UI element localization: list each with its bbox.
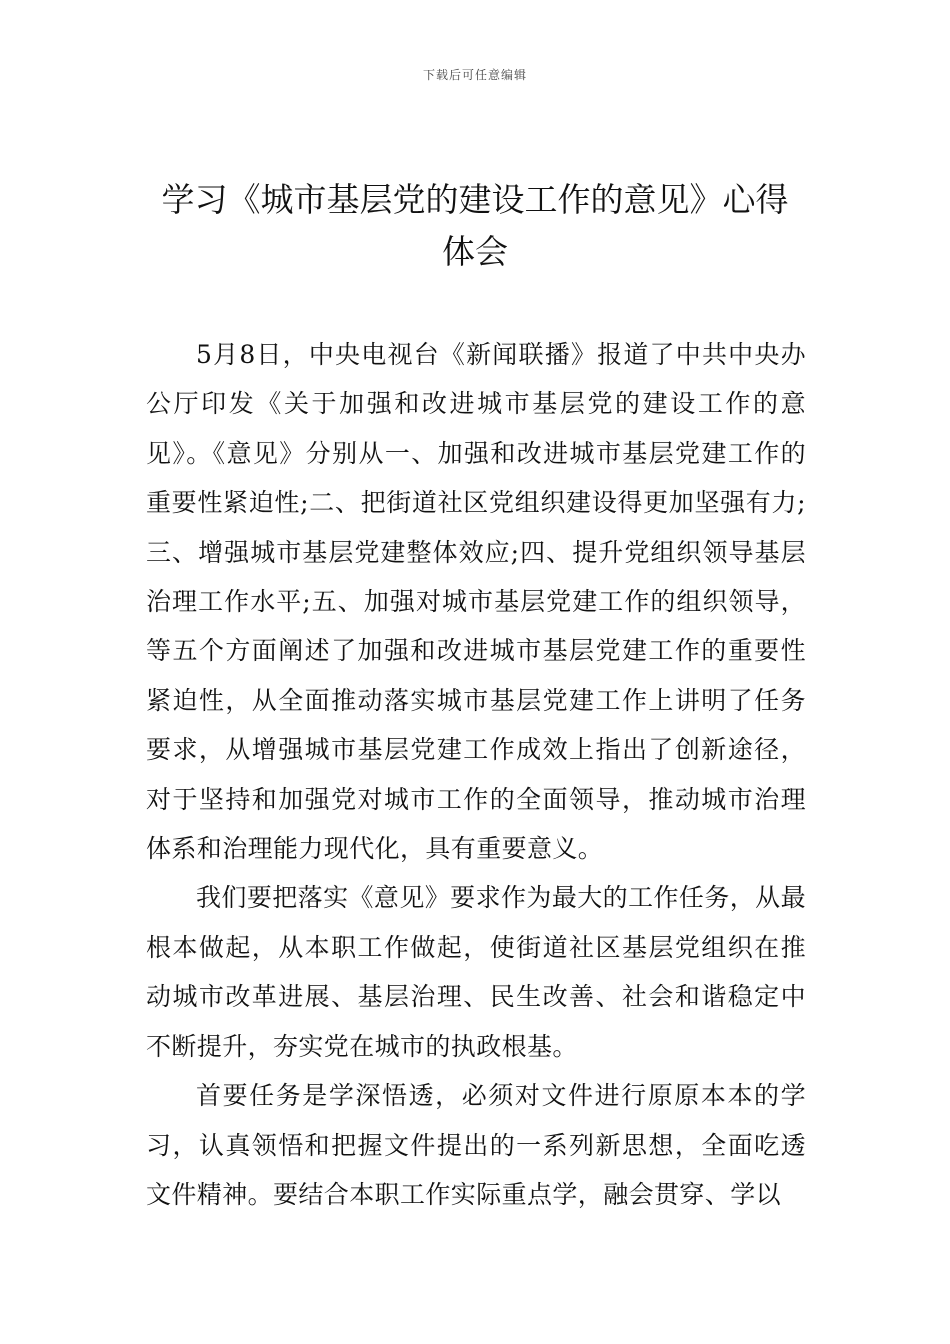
paragraph-2: 我们要把落实《意见》要求作为最大的工作任务，从最根本做起，从本职工作做起，使街道社区基层党组织在推动城市改革进展、基层治理、民生改善、社会和谐稳定中不断提升，夯实党在城市的执政根基。: [146, 883, 806, 1061]
document-title: 学习《城市基层党的建设工作的意见》心得体会: [161, 180, 789, 271]
document-body: [146, 330, 806, 1219]
paragraph-3: 首要任务是学深悟透，必须对文件进行原原本本的学习，认真领悟和把握文件提出的一系列新思想，全面吃透文件精神。要结合本职工作实际重点学，融会贯穿、学以: [146, 1081, 806, 1209]
paragraph-1: 5月8日，中央电视台《新闻联播》报道了中共中央办公厅印发《关于加强和改进城市基层党的建设工作的意见》。《意见》分别从一、加强和改进城市基层党建工作的重要性紧迫性;二、把街道社区党组织建设得更加坚强有力;三、增强城市基层党建整体效应;四、提升党组织领导基层治理工作水平;五、加强对城市基层党建工作的组织领导，等五个方面阐述了加强和改进城市基层党建工作的重要性紧迫性，从全面推动落实城市基层党建工作上讲明了任务要求，从增强城市基层党建工作成效上指出了创新途径，对于坚持和加强党对城市工作的全面领导，推动城市治理体系和治理能力现代化，具有重要意义。: [146, 340, 806, 864]
download-note: 下载后可任意编辑: [422, 68, 527, 82]
